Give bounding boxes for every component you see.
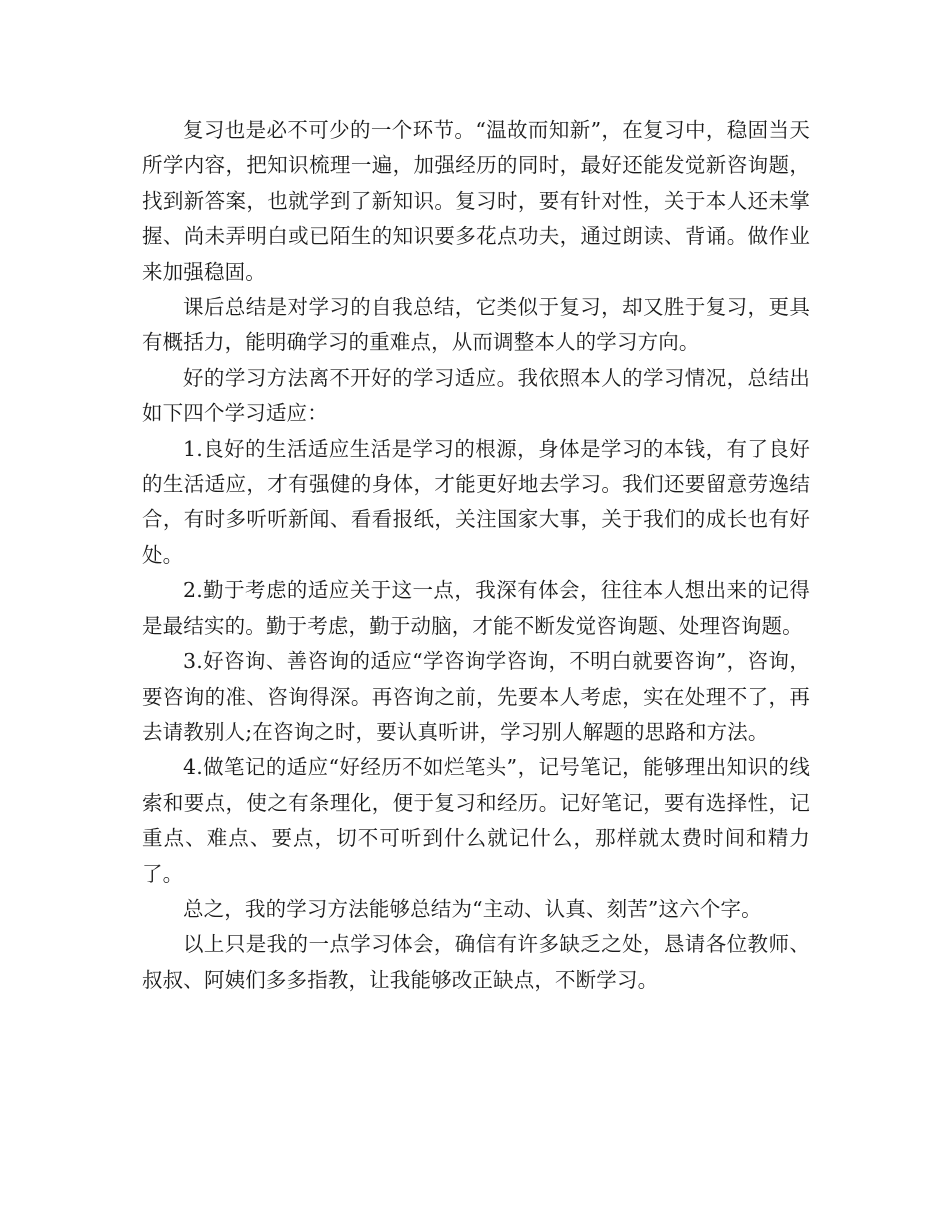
- paragraph-habit-4: 4.做笔记的适应“好经历不如烂笔头”，记号笔记，能够理出知识的线索和要点，使之有条理化，便于复习和经历。记好笔记，要有选择性，记重点、难点、要点，切不可听到什么就记什么，那样就太费时间和精力了。: [142, 755, 810, 886]
- paragraph-closing: 以上只是我的一点学习体会，确信有许多缺乏之处，恳请各位教师、叔叔、阿姨们多多指教，让我能够改正缺点，不断学习。: [142, 932, 810, 992]
- document-body: [142, 113, 810, 998]
- paragraph-habit-1: 1.良好的生活适应生活是学习的根源，身体是学习的本钱，有了良好的生活适应，才有强健的身体，才能更好地去学习。我们还要留意劳逸结合，有时多听听新闻、看看报纸，关注国家大事，关于我们的成长也有好处。: [142, 436, 810, 567]
- paragraph-habit-3: 3.好咨询、善咨询的适应“学咨询学咨询，不明白就要咨询”，咨询，要咨询的准、咨询得深。再咨询之前，先要本人考虑，实在处理不了，再去请教别人;在咨询之时，要认真听讲，学习别人解题的思路和方法。: [142, 649, 810, 744]
- paragraph-review: 复习也是必不可少的一个环节。“温故而知新”，在复习中，稳固当天所学内容，把知识梳理一遍，加强经历的同时，最好还能发觉新咨询题，找到新答案，也就学到了新知识。复习时，要有针对性，关于本人还未掌握、尚未弄明白或已陌生的知识要多花点功夫，通过朗读、背诵。做作业来加强稳固。: [142, 118, 810, 284]
- paragraph-habit-2: 2.勤于考虑的适应关于这一点，我深有体会，往往本人想出来的记得是最结实的。勤于考虑，勤于动脑，才能不断发觉咨询题、处理咨询题。: [142, 578, 810, 638]
- paragraph-summary: 课后总结是对学习的自我总结，它类似于复习，却又胜于复习，更具有概括力，能明确学习的重难点，从而调整本人的学习方向。: [142, 295, 810, 355]
- paragraph-habits-intro: 好的学习方法离不开好的学习适应。我依照本人的学习情况，总结出如下四个学习适应：: [142, 365, 810, 426]
- paragraph-conclusion: 总之，我的学习方法能够总结为“主动、认真、刻苦”这六个字。: [183, 896, 762, 921]
